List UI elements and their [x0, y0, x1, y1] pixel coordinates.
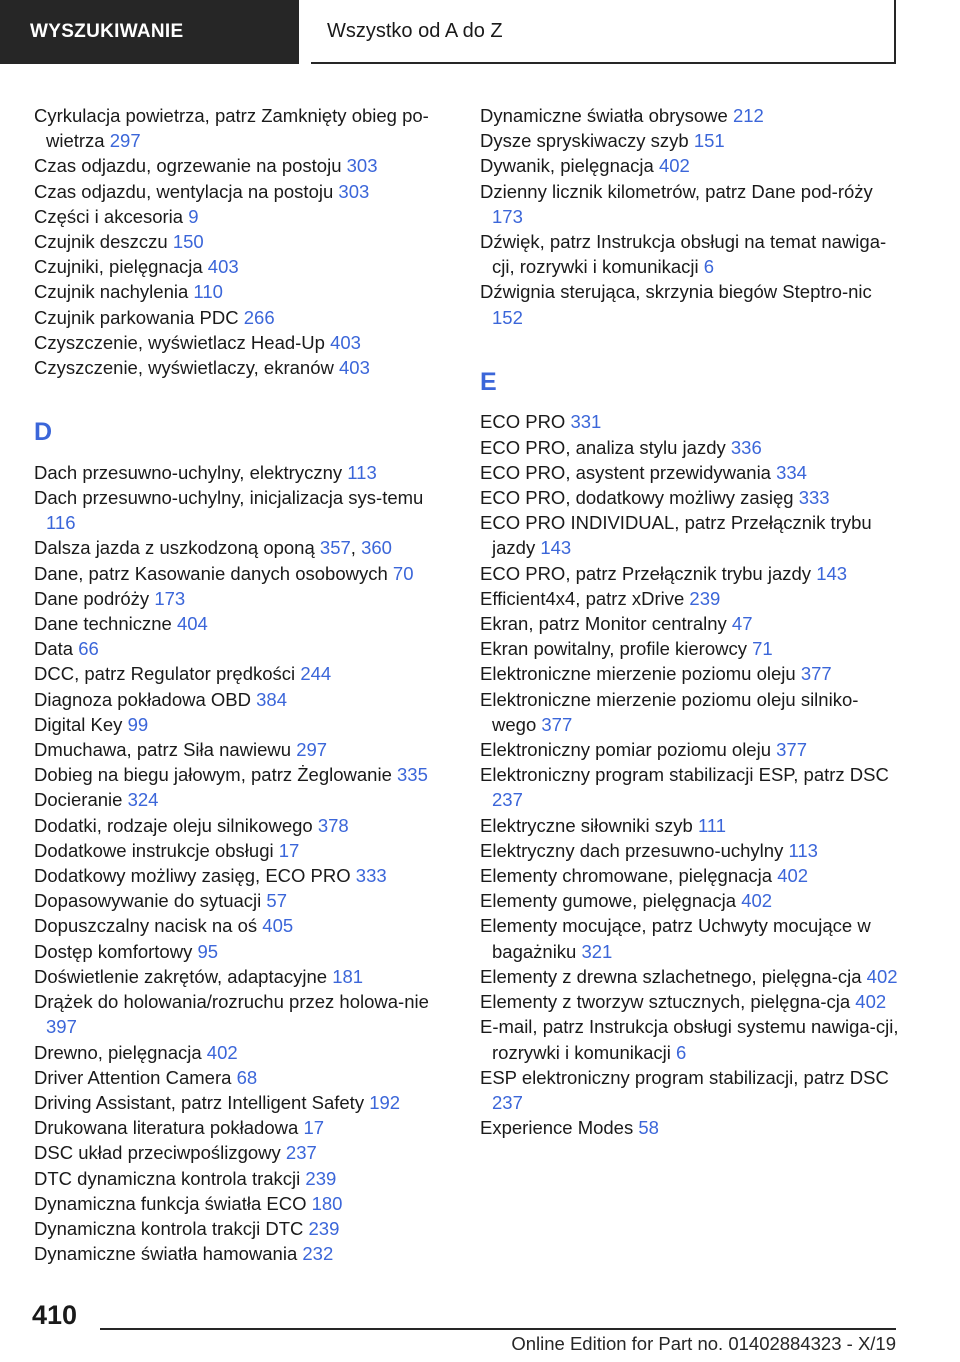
index-entry-text: Czujnik parkowania PDC — [34, 306, 239, 328]
index-entry — [480, 153, 900, 178]
index-entry-text: Części i akcesoria — [34, 205, 184, 227]
index-entry — [34, 1065, 454, 1090]
page-link[interactable]: 232 — [302, 1243, 334, 1265]
index-entry — [34, 939, 454, 964]
page-link[interactable]: 110 — [193, 281, 223, 303]
page-link[interactable]: 378 — [317, 814, 349, 836]
page-link[interactable]: 150 — [172, 231, 204, 253]
index-entry — [34, 179, 454, 204]
page-link[interactable]: 192 — [369, 1091, 401, 1113]
index-entry: Dalsza jazda z uszkodzoną oponą 357, 360 — [34, 537, 392, 559]
index-entry-text: ECO PRO, dodatkowy możliwy zasięg — [480, 487, 794, 509]
index-entry-text: Dynamiczne światła hamowania — [34, 1243, 298, 1265]
index-entry-text: DSC układ przeciwpoślizgowy — [34, 1142, 281, 1164]
index-entry-text: Dobieg na biegu jałowym, patrz Żeglowanie — [34, 764, 392, 786]
page-link[interactable]: 237 — [492, 789, 523, 811]
index-entry-text: Elementy chromowane, pielęgnacja — [480, 865, 773, 887]
page-link[interactable]: 237 — [492, 1091, 523, 1113]
page-link[interactable]: 212 — [732, 105, 764, 126]
index-entry-text: ECO PRO, asystent przewidywania — [480, 461, 771, 483]
index-entry-text: Elementy z tworzyw sztucznych, pielęgna-cja — [480, 991, 851, 1013]
page-link[interactable]: 6 — [676, 1041, 687, 1063]
index-entry — [480, 913, 900, 963]
index-entry — [34, 1241, 454, 1266]
index-entry — [480, 737, 900, 762]
index-entry — [34, 787, 454, 812]
page-link[interactable]: 321 — [581, 940, 613, 962]
page-link[interactable]: 237 — [285, 1142, 317, 1164]
index-entry-text: Ekran powitalny, profile kierowcy — [480, 638, 747, 660]
index-letter-heading: D — [34, 418, 53, 447]
index-entry-text: Driver Attention Camera — [34, 1066, 232, 1088]
index-entry — [480, 964, 900, 989]
index-entry — [34, 153, 454, 178]
index-entry — [34, 1040, 454, 1065]
index-entry — [480, 1065, 900, 1115]
index-entry-text: Elektryczne siłowniki szyb — [480, 814, 693, 836]
index-entry-text: Czas odjazdu, wentylacja na postoju — [34, 180, 334, 202]
page-link[interactable]: 403 — [330, 331, 361, 353]
index-entry — [34, 863, 454, 888]
index-entry-text: Digital Key — [34, 713, 123, 735]
index-entry — [480, 229, 900, 279]
page-link[interactable]: 357 — [319, 537, 351, 559]
index-entry — [480, 561, 900, 586]
index-entry-text: Dynamiczne światła obrysowe — [480, 105, 728, 126]
page-link[interactable]: 239 — [308, 1217, 340, 1239]
index-entry-text: Czujnik nachylenia — [34, 281, 189, 303]
index-entry — [480, 1115, 900, 1140]
page-link[interactable]: 47 — [731, 613, 753, 635]
index-entry — [34, 913, 454, 938]
page-link[interactable]: 66 — [78, 638, 99, 660]
index-entry-text: ECO PRO, analiza stylu jazdy — [480, 436, 726, 458]
index-entry-text: Efficient4x4, patrz xDrive — [480, 587, 685, 609]
index-entry-text: Dzienny licznik kilometrów, patrz Dane pod-róży — [480, 180, 873, 202]
page-link[interactable]: 303 — [338, 180, 370, 202]
index-entry — [34, 636, 454, 661]
index-entry — [34, 1115, 454, 1140]
index-entry — [480, 1014, 900, 1064]
index-entry — [34, 204, 454, 229]
index-entry — [480, 762, 900, 812]
index-entry — [34, 762, 454, 787]
index-entry-text: Elektroniczny pomiar poziomu oleju — [480, 739, 771, 761]
index-entry — [480, 989, 900, 1014]
index-entry — [34, 813, 454, 838]
index-entry — [34, 661, 454, 686]
index-entry — [34, 1140, 454, 1165]
page-link[interactable]: 57 — [266, 890, 287, 912]
index-entry-text: Dach przesuwno-uchylny, elektryczny — [34, 461, 343, 483]
index-entry-text: Ekran, patrz Monitor centralny — [480, 613, 727, 635]
page-link[interactable]: 173 — [154, 587, 186, 609]
index-entry-text: Drukowana literatura pokładowa — [34, 1117, 299, 1139]
index-entry-text: Czyszczenie, wyświetlacz Head-Up — [34, 331, 325, 353]
index-entry — [34, 229, 454, 254]
page-link[interactable]: 58 — [638, 1117, 659, 1139]
page-link[interactable]: 6 — [703, 256, 715, 278]
page-link[interactable]: 266 — [243, 306, 275, 328]
page-link[interactable]: 333 — [798, 487, 830, 509]
page-link[interactable]: 397 — [46, 1016, 77, 1038]
page-link[interactable]: 113 — [788, 839, 818, 861]
index-entry — [480, 103, 900, 128]
index-entry — [34, 888, 454, 913]
page-link[interactable]: 404 — [176, 613, 208, 635]
index-entry-text: Dodatkowe instrukcje obsługi — [34, 839, 274, 861]
index-entry-text: Czyszczenie, wyświetlaczy, ekranów — [34, 357, 334, 379]
header-title: Wszystko od A do Z — [311, 0, 896, 64]
page-link[interactable]: 360 — [361, 537, 392, 559]
index-entry-text: Dane, patrz Kasowanie danych osobowych — [34, 562, 388, 584]
page-link[interactable]: 70 — [392, 562, 414, 584]
page-link[interactable]: 9 — [188, 205, 199, 227]
index-entry-text: DCC, patrz Regulator prędkości — [34, 663, 296, 685]
index-entry — [480, 838, 900, 863]
index-column-right — [480, 103, 900, 1140]
page-link[interactable]: 336 — [730, 436, 762, 458]
index-entry-text: Driving Assistant, patrz Intelligent Safety — [34, 1091, 365, 1113]
page-link[interactable]: 333 — [355, 865, 387, 887]
page-link[interactable]: 303 — [346, 155, 378, 177]
index-entry-text: Dodatki, rodzaje oleju silnikowego — [34, 814, 313, 836]
page-link[interactable]: 239 — [689, 587, 721, 609]
index-entry-text: Elementy z drewna szlachetnego, pielęgna-cja — [480, 965, 862, 987]
page-link[interactable]: 402 — [206, 1041, 238, 1063]
index-entry — [480, 586, 900, 611]
page-link[interactable]: 403 — [339, 357, 370, 379]
section-tab: WYSZUKIWANIE — [0, 0, 299, 64]
index-entry-text: Dynamiczna kontrola trakcji DTC — [34, 1217, 304, 1239]
index-entry-text: Diagnoza pokładowa OBD — [34, 688, 251, 710]
index-entry-text: Dysze spryskiwaczy szyb — [480, 130, 689, 152]
index-entry-text: ECO PRO, patrz Przełącznik trybu jazdy — [480, 562, 812, 584]
index-entry — [34, 586, 454, 611]
page-link[interactable]: 335 — [397, 764, 428, 786]
index-entry — [34, 254, 454, 279]
footer-edition: Online Edition for Part no. 01402884323 - X/19 — [511, 1333, 896, 1354]
page-link[interactable]: 152 — [492, 306, 523, 328]
index-entry — [480, 510, 900, 560]
index-entry-text: Dane techniczne — [34, 613, 172, 635]
index-entry-text: Drążek do holowania/rozruchu przez holowa-nie — [34, 991, 429, 1013]
index-entry — [480, 279, 900, 329]
index-entry — [480, 888, 900, 913]
index-entry — [34, 1191, 454, 1216]
index-entry-text: Dalsza jazda z uszkodzoną oponą — [34, 537, 315, 559]
index-entry — [34, 989, 454, 1039]
page-link[interactable]: 384 — [256, 688, 288, 710]
page-link[interactable]: 95 — [197, 940, 219, 962]
index-entry — [480, 813, 900, 838]
index-entry — [480, 485, 900, 510]
index-entry-text: Dodatkowy możliwy zasięg, ECO PRO — [34, 865, 351, 887]
index-entry — [34, 330, 454, 355]
index-entry-text: Dane podróży — [34, 587, 150, 609]
page-link[interactable]: 68 — [236, 1066, 258, 1088]
page-link[interactable]: 239 — [305, 1167, 337, 1189]
index-entry-text: Elektryczny dach przesuwno-uchylny — [480, 839, 784, 861]
page-link[interactable]: 297 — [296, 739, 328, 761]
index-entry — [34, 460, 454, 485]
index-entry — [34, 838, 454, 863]
index-entry — [480, 128, 900, 153]
page-link[interactable]: 17 — [278, 839, 300, 861]
index-entry — [480, 611, 900, 636]
index-entry — [34, 712, 454, 737]
index-entry-text: Elektroniczne mierzenie poziomu oleju silniko-wego — [480, 688, 859, 735]
index-entry — [34, 1090, 454, 1115]
index-entry — [480, 863, 900, 888]
index-entry-text: ESP elektroniczny program stabilizacji, patrz DSC — [480, 1066, 889, 1088]
index-entry — [34, 305, 454, 330]
page-link[interactable]: 181 — [332, 965, 364, 987]
page-link[interactable]: 405 — [262, 915, 294, 937]
page-link[interactable]: 173 — [492, 205, 523, 227]
page-link[interactable]: 402 — [658, 155, 690, 177]
index-entry — [34, 279, 454, 304]
page-link[interactable]: 377 — [776, 739, 808, 761]
index-entry — [34, 1166, 454, 1191]
page-link[interactable]: 99 — [127, 713, 149, 735]
index-entry-text: ECO PRO INDIVIDUAL, patrz Przełącznik trybu jazdy — [480, 512, 872, 559]
index-entry-text: E-mail, patrz Instrukcja obsługi systemu nawiga-cji, rozrywki i komunikacji — [480, 1016, 899, 1063]
page-link[interactable]: 180 — [311, 1192, 343, 1214]
page-link[interactable]: 151 — [693, 130, 725, 152]
index-entry — [34, 561, 454, 586]
index-entry-text: Dostęp komfortowy — [34, 940, 193, 962]
index-entry-text: Cyrkulacja powietrza, patrz Zamknięty obieg po-wietrza — [34, 105, 429, 152]
index-entry-text: Dopuszczalny nacisk na oś — [34, 915, 258, 937]
index-entry-text: ECO PRO — [480, 411, 566, 433]
page-link[interactable]: 111 — [697, 814, 727, 836]
page-link[interactable]: 377 — [541, 713, 573, 735]
page-link[interactable]: 17 — [303, 1117, 325, 1139]
page-link[interactable]: 402 — [866, 965, 898, 987]
index-entry — [480, 179, 900, 229]
page-link[interactable]: 334 — [776, 461, 807, 483]
page-link[interactable]: 71 — [752, 638, 773, 660]
page-header — [0, 0, 960, 66]
index-entry-text: Data — [34, 638, 74, 660]
page-link[interactable]: 377 — [800, 663, 832, 685]
index-entry-text: Dywanik, pielęgnacja — [480, 155, 654, 177]
index-entry — [34, 485, 454, 535]
index-entry-text: DTC dynamiczna kontrola trakcji — [34, 1167, 301, 1189]
page-link[interactable]: 403 — [207, 256, 239, 278]
index-entry-text: Experience Modes — [480, 1117, 634, 1139]
index-entry — [34, 687, 454, 712]
index-entry-text: Elementy gumowe, pielęgnacja — [480, 890, 737, 912]
index-column-left — [34, 103, 454, 1266]
index-entry-text: Elementy mocujące, patrz Uchwyty mocujące w bagażniku — [480, 915, 871, 962]
index-entry-text: Drewno, pielęgnacja — [34, 1041, 202, 1063]
index-entry-text: Dopasowywanie do sytuacji — [34, 890, 262, 912]
page-link[interactable]: 331 — [570, 411, 602, 433]
index-entry — [480, 409, 900, 434]
page-link[interactable]: 113 — [347, 461, 377, 483]
index-entry — [34, 611, 454, 636]
index-entry-text: Czujniki, pielęgnacja — [34, 256, 203, 278]
page-link[interactable]: 143 — [816, 562, 848, 584]
index-entry — [34, 1216, 454, 1241]
page-link[interactable]: 402 — [741, 890, 773, 912]
index-entry — [480, 435, 900, 460]
index-entry — [480, 687, 900, 737]
index-entry-text: Dynamiczna funkcja światła ECO — [34, 1192, 307, 1214]
index-entry — [480, 636, 900, 661]
index-entry-text: Elektroniczne mierzenie poziomu oleju — [480, 663, 796, 685]
page-link[interactable]: 116 — [46, 512, 76, 534]
index-entry-text: Dźwignia sterująca, skrzynia biegów Steptro-nic — [480, 281, 872, 303]
index-entry-text: Czas odjazdu, ogrzewanie na postoju — [34, 155, 342, 177]
index-entry — [480, 661, 900, 686]
index-entry-text: Dźwięk, patrz Instrukcja obsługi na temat nawiga-cji, rozrywki i komunikacji — [480, 231, 887, 278]
index-entry-text: Elektroniczny program stabilizacji ESP, patrz DSC — [480, 764, 889, 786]
index-entry — [34, 964, 454, 989]
page-link[interactable]: 324 — [127, 789, 159, 811]
index-entry-text: Doświetlenie zakrętów, adaptacyjne — [34, 965, 328, 987]
page-link[interactable]: 402 — [777, 865, 809, 887]
index-entry-text: Dmuchawa, patrz Siła nawiewu — [34, 739, 292, 761]
page-link[interactable]: 143 — [540, 537, 572, 559]
page-number: 410 — [32, 1300, 78, 1330]
index-entry — [34, 737, 454, 762]
index-entry-text: Docieranie — [34, 789, 123, 811]
index-entry — [480, 460, 900, 485]
index-letter-heading: E — [480, 367, 497, 396]
index-entry — [34, 103, 454, 153]
page-link[interactable]: 297 — [109, 130, 141, 152]
footer-divider — [100, 1328, 896, 1330]
index-entry — [34, 355, 454, 380]
page-link[interactable]: 402 — [855, 991, 887, 1013]
page-link[interactable]: 244 — [300, 663, 332, 685]
index-entry-text: Czujnik deszczu — [34, 231, 168, 253]
index-entry-text: Dach przesuwno-uchylny, inicjalizacja sys-temu — [34, 487, 424, 509]
